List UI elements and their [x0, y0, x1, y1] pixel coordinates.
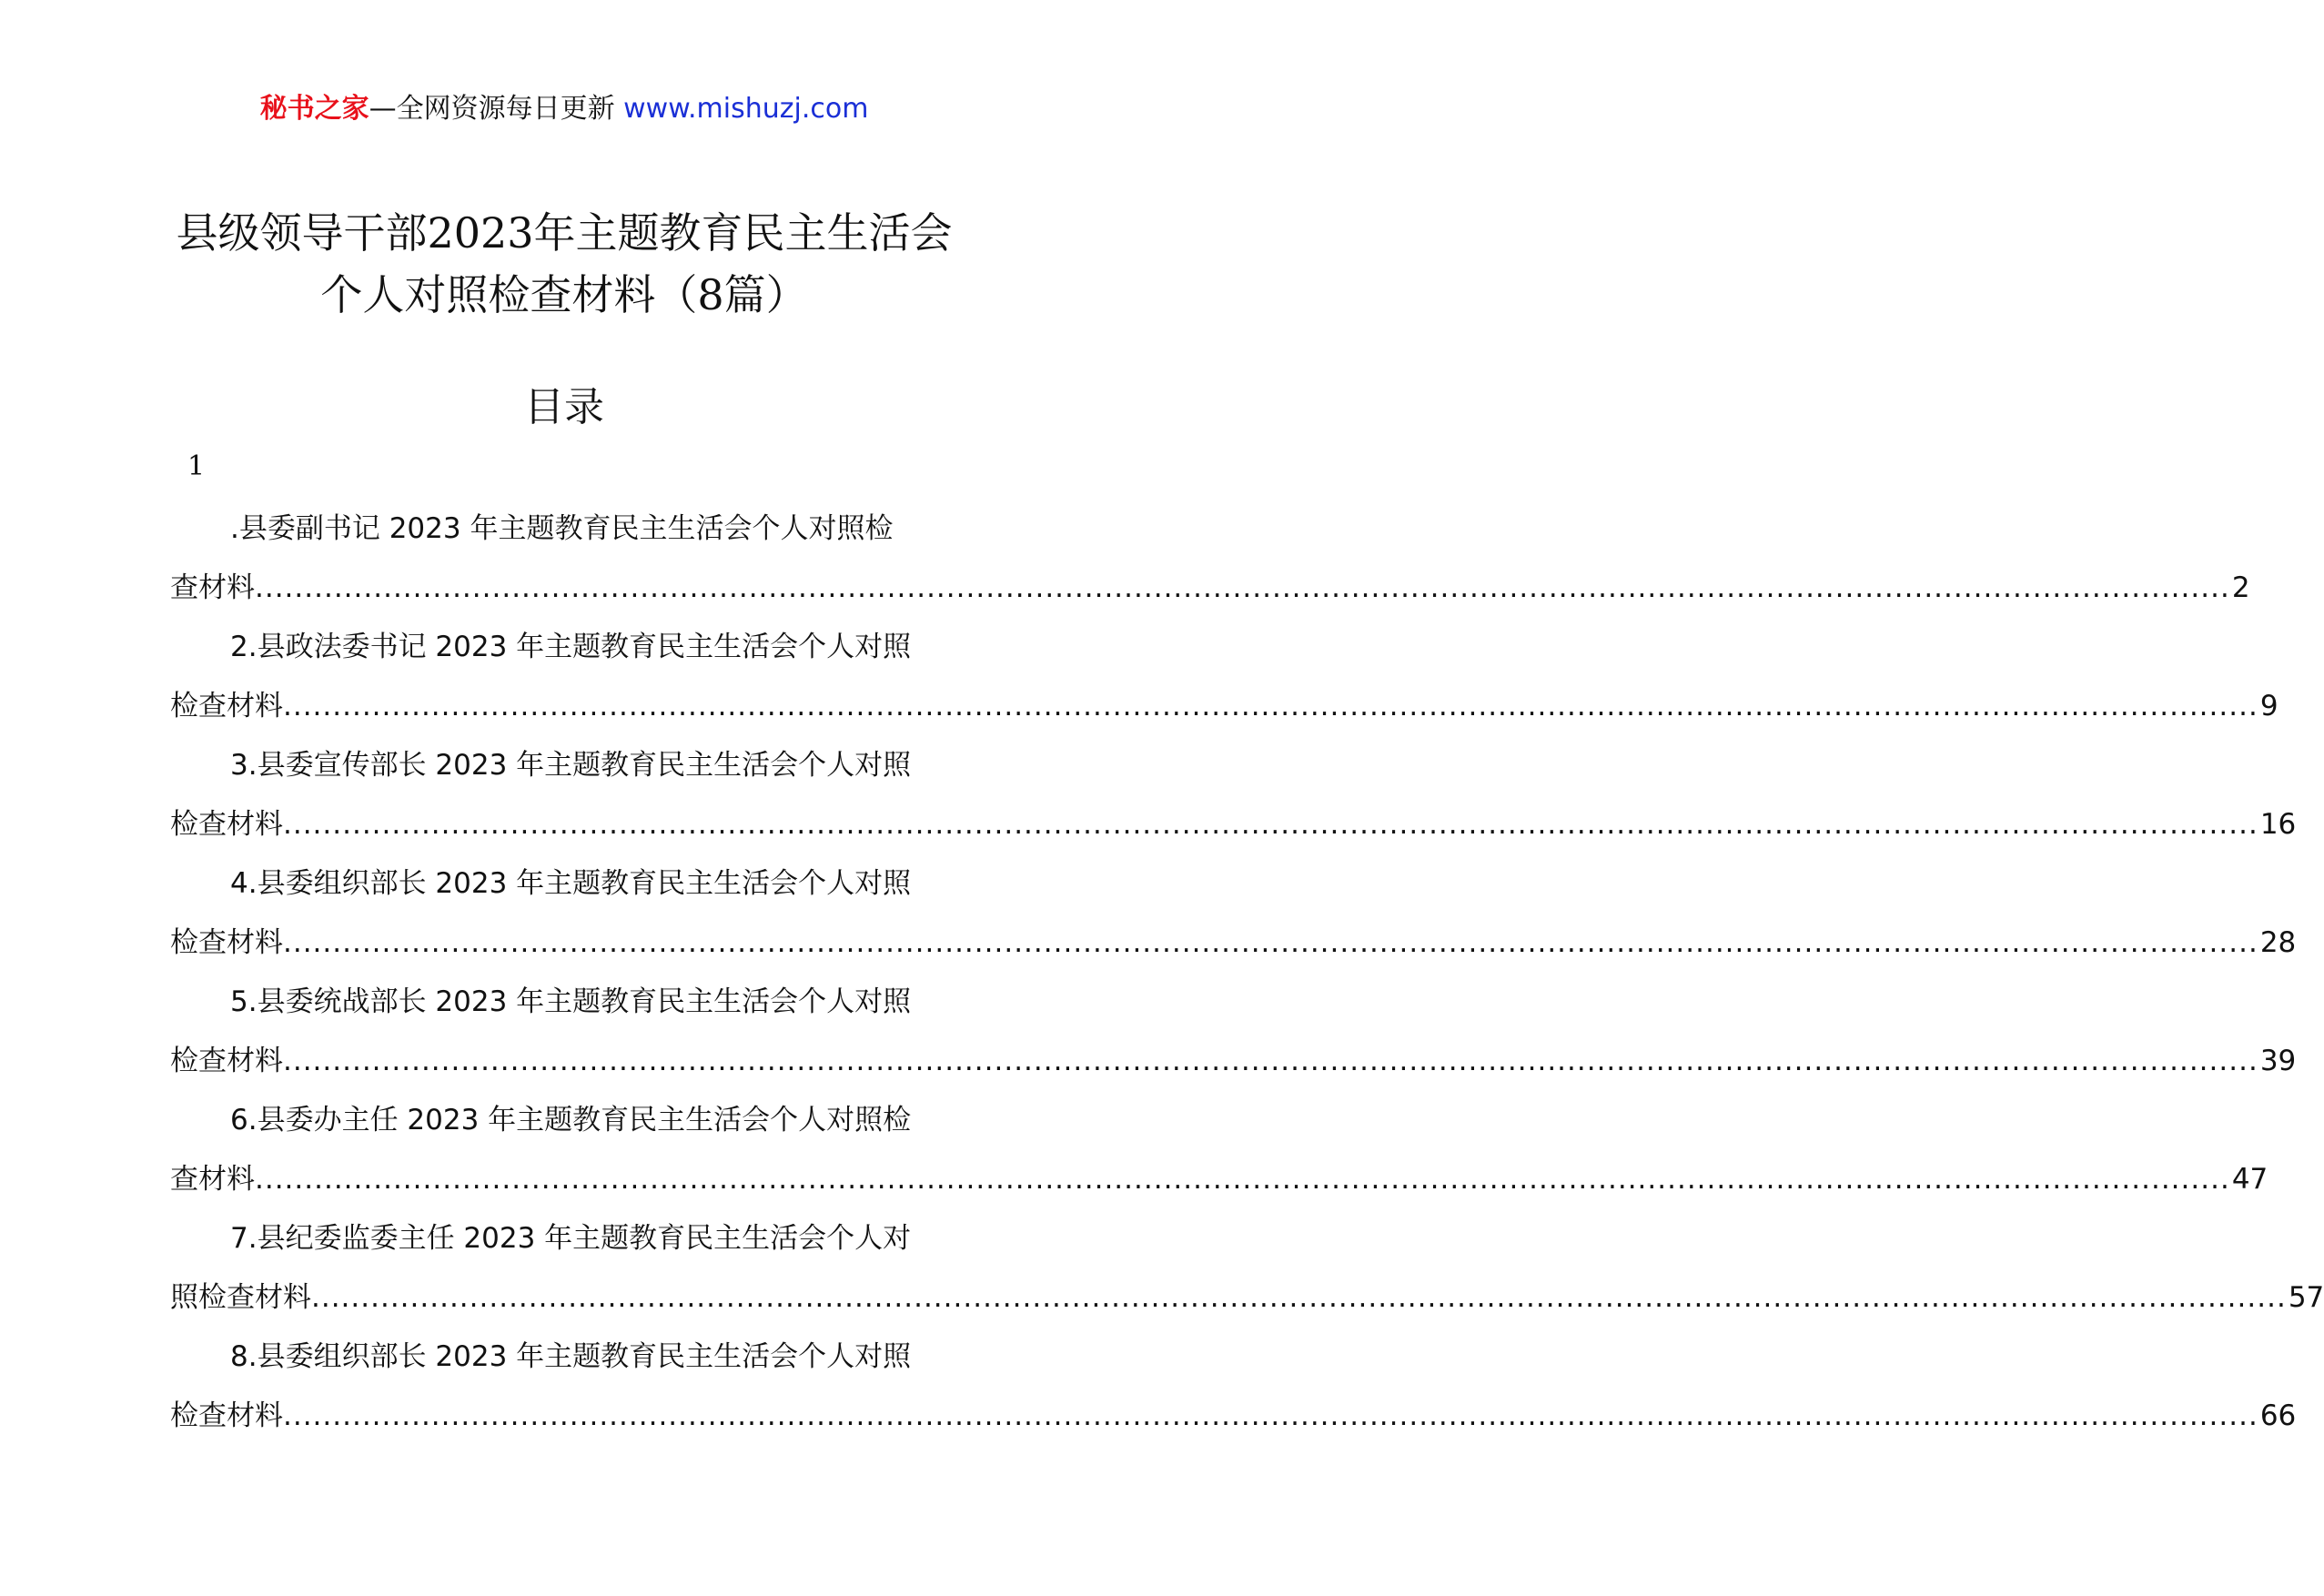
- toc-entry-title-tail: 检查材料: [170, 690, 283, 722]
- toc-dot-leader: ........................................................................................................................................................................................................: [311, 1281, 2287, 1314]
- toc-entry[interactable]: [170, 854, 2297, 973]
- toc-dot-leader: ........................................................................................................................................................................................................: [283, 690, 2258, 722]
- toc-page-number: 39: [2259, 1045, 2297, 1077]
- toc-entry-title-tail: 查材料: [170, 571, 255, 604]
- toc-entry-title-tail: 检查材料: [170, 1399, 283, 1432]
- toc-dot-leader: ........................................................................................................................................................................................................: [283, 1399, 2258, 1432]
- toc-entry-continuation: [170, 795, 2297, 854]
- title-line-2: 个人对照检查材料（8篇）: [320, 270, 808, 319]
- toc-entry-title: 5.县委统战部长 2023 年主题教育民主生活会个人对照: [230, 985, 912, 1018]
- toc-entry-continuation: [170, 1387, 2297, 1446]
- toc-dot-leader: ........................................................................................................................................................................................................: [255, 1163, 2230, 1196]
- toc-entry-continuation: [170, 1268, 2324, 1328]
- site-url-link[interactable]: www.mishuzj.com: [623, 93, 869, 125]
- toc-page-number: 47: [2231, 1163, 2268, 1196]
- toc-entry[interactable]: [170, 1328, 2297, 1446]
- toc-dot-leader: ........................................................................................................................................................................................................: [283, 926, 2258, 959]
- toc-entry-title: .县委副书记 2023 年主题教育民主生活会个人对照检: [230, 512, 894, 545]
- toc-entry-title-tail: 检查材料: [170, 808, 283, 841]
- toc-entry-title-tail: 照检查材料: [170, 1281, 311, 1314]
- toc-page-number: 28: [2259, 926, 2297, 959]
- toc-entry-title: 2.县政法委书记 2023 年主题教育民主生活会个人对照: [230, 631, 912, 663]
- toc-entry[interactable]: [170, 973, 2297, 1091]
- toc-page-number: 16: [2259, 808, 2297, 841]
- page-marker: 1: [187, 450, 206, 482]
- toc-page-number: 2: [2231, 571, 2250, 604]
- toc-page-number: 66: [2259, 1399, 2297, 1432]
- toc-entry-continuation: [170, 559, 2250, 618]
- toc-dot-leader: ........................................................................................................................................................................................................: [283, 808, 2258, 841]
- brand-slogan: —全网资源每日更新: [369, 93, 615, 125]
- toc-entry-title-tail: 检查材料: [170, 1045, 283, 1077]
- toc-entry[interactable]: [170, 736, 2297, 854]
- toc-page-number: 57: [2288, 1281, 2324, 1314]
- toc-entry-title: 3.县委宣传部长 2023 年主题教育民主生活会个人对照: [230, 749, 912, 782]
- document-title: [0, 202, 1128, 326]
- toc-entry-continuation: [170, 1032, 2297, 1091]
- toc-dot-leader: ........................................................................................................................................................................................................: [255, 571, 2230, 604]
- brand-name: 秘书之家: [259, 93, 369, 125]
- toc-entry-continuation: [170, 914, 2297, 973]
- toc-entry[interactable]: [170, 618, 2279, 736]
- toc-entry-continuation: [170, 1150, 2268, 1209]
- toc-entry-title: 6.县委办主任 2023 年主题教育民主生活会个人对照检: [230, 1104, 912, 1136]
- toc-entry-title: 4.县委组织部长 2023 年主题教育民主生活会个人对照: [230, 867, 912, 900]
- toc-entry-continuation: [170, 677, 2279, 736]
- title-line-1: 县级领导干部2023年主题教育民主生活会: [176, 208, 953, 258]
- toc-entry-title-tail: 检查材料: [170, 926, 283, 959]
- toc-entry[interactable]: [170, 500, 2250, 618]
- toc-entry-title-tail: 查材料: [170, 1163, 255, 1196]
- toc-entry-title: 7.县纪委监委主任 2023 年主题教育民主生活会个人对: [230, 1222, 912, 1255]
- toc-entry[interactable]: [170, 1209, 2324, 1328]
- toc-dot-leader: ........................................................................................................................................................................................................: [283, 1045, 2258, 1077]
- site-banner: [0, 91, 1128, 127]
- toc-entry-title: 8.县委组织部长 2023 年主题教育民主生活会个人对照: [230, 1340, 912, 1373]
- table-of-contents: [170, 500, 2324, 1446]
- toc-heading: 目录: [524, 384, 604, 430]
- toc-page-number: 9: [2259, 690, 2279, 722]
- toc-entry[interactable]: [170, 1091, 2268, 1209]
